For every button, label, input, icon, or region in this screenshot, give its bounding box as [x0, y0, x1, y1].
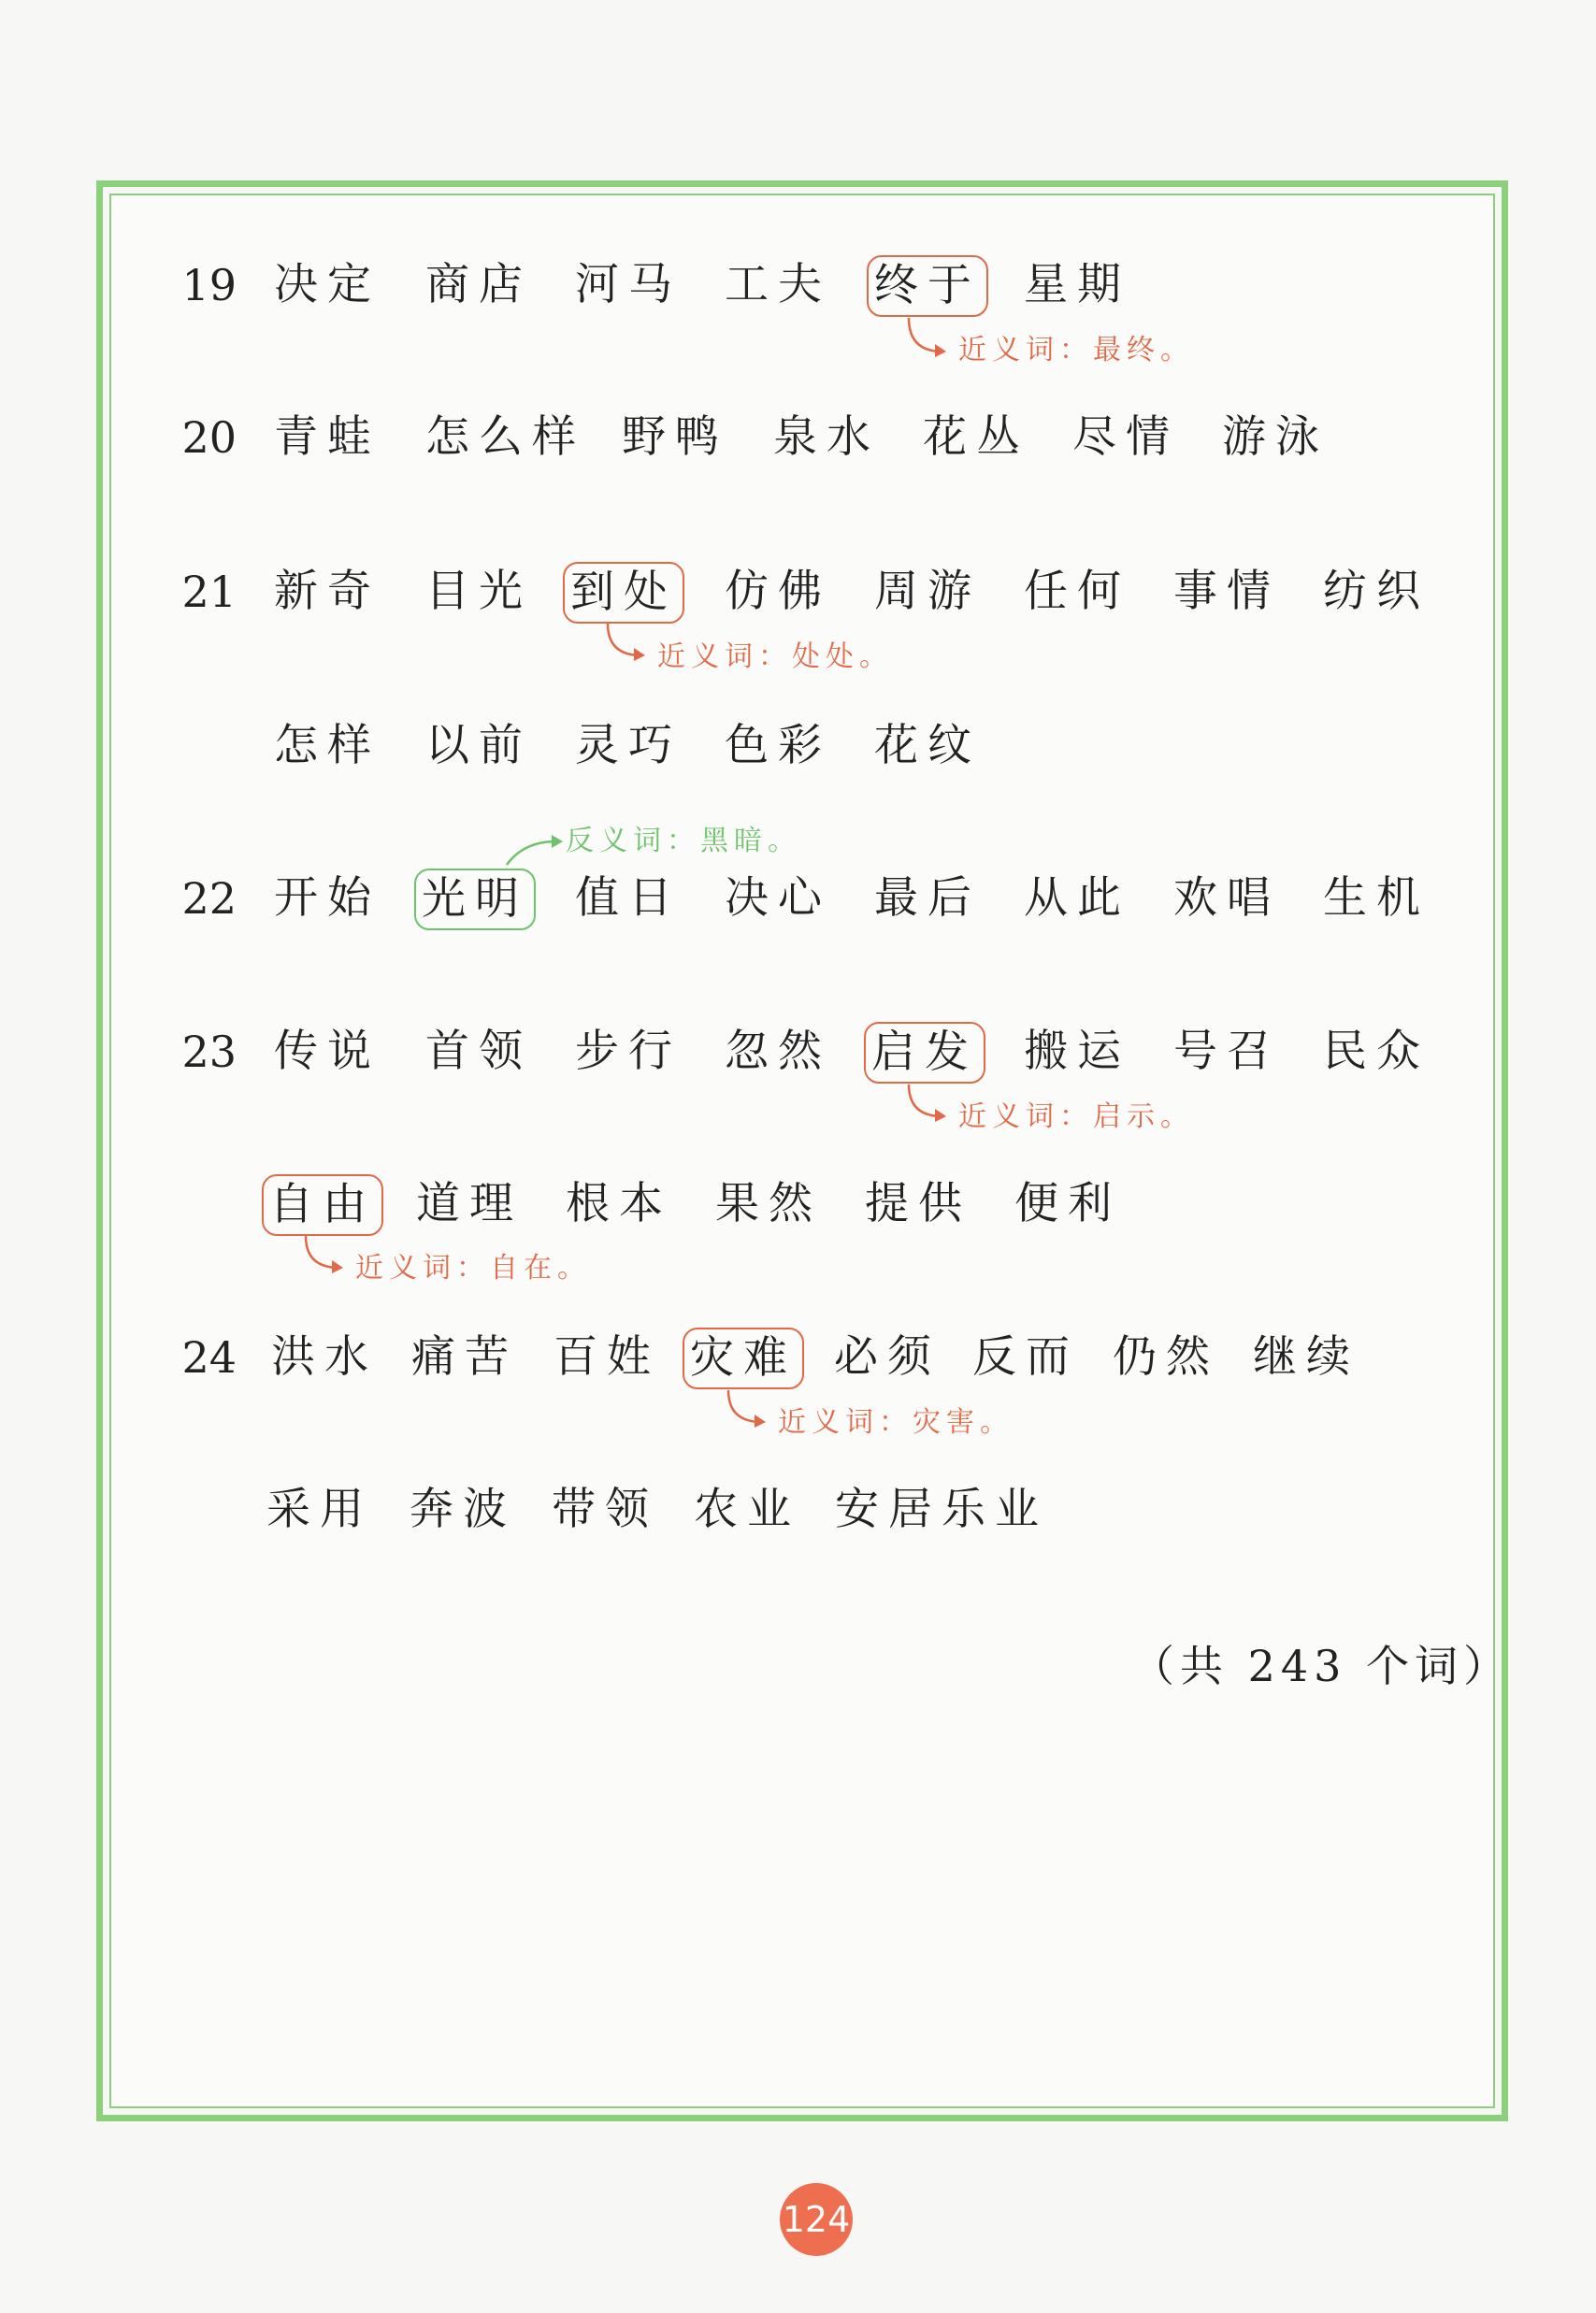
word: 青蛙: [274, 411, 381, 463]
word: 反而: [972, 1331, 1079, 1383]
arrow-icon: [304, 1234, 360, 1281]
word: 工夫: [725, 259, 831, 310]
synonym-note: 近义词：处处。: [657, 640, 893, 673]
word: 号召: [1173, 1026, 1280, 1077]
word-row-21: [0, 559, 1596, 625]
word: 花纹: [874, 720, 981, 771]
word-row-21-cont: [0, 713, 1596, 779]
boxed-word: 启发: [864, 1022, 985, 1084]
word: 任何: [1024, 566, 1130, 617]
word-row-22: [0, 866, 1596, 931]
word: 灵巧: [575, 720, 682, 771]
word: 生机: [1323, 872, 1430, 924]
word: 仿佛: [725, 566, 831, 617]
word-count-total: （共 243 个词）: [1131, 1641, 1513, 1691]
word: 传说: [274, 1026, 381, 1077]
word: 尽情: [1072, 411, 1179, 463]
word: 泉水: [773, 411, 880, 463]
word: 道理: [416, 1178, 523, 1229]
word: 河马: [575, 259, 682, 310]
word: 决心: [725, 872, 831, 924]
lesson-number: 19: [181, 260, 237, 310]
word: 步行: [575, 1026, 682, 1077]
word-row-23: [0, 1019, 1596, 1085]
word: 最后: [874, 872, 981, 924]
word-row-23-cont: [0, 1171, 1596, 1237]
word: 继续: [1253, 1331, 1359, 1383]
word: 根本: [566, 1178, 672, 1229]
word-row-24: [0, 1325, 1596, 1390]
word: 新奇: [274, 566, 381, 617]
lesson-number: 24: [181, 1332, 237, 1383]
synonym-note: 近义词：自在。: [355, 1252, 591, 1285]
word: 农业: [694, 1484, 800, 1535]
word: 痛苦: [411, 1331, 518, 1383]
word: 安居乐业: [835, 1484, 1048, 1535]
word: 怎么样: [425, 411, 585, 463]
word: 欢唱: [1173, 872, 1280, 924]
word: 目光: [425, 566, 532, 617]
word: 仍然: [1113, 1331, 1219, 1383]
word: 洪水: [271, 1331, 378, 1383]
word: 以前: [425, 720, 532, 771]
word: 提供: [865, 1178, 971, 1229]
arrow-icon: [505, 823, 570, 869]
boxed-word: 到处: [563, 562, 684, 624]
word: 果然: [715, 1178, 822, 1229]
word: 野鸭: [622, 411, 728, 463]
word-row-19: [0, 252, 1596, 318]
word: 星期: [1024, 259, 1130, 310]
boxed-word: 灾难: [683, 1328, 804, 1389]
boxed-word: 光明: [414, 869, 536, 930]
arrow-icon: [606, 622, 662, 668]
antonym-note: 反义词：黑暗。: [566, 825, 801, 857]
word: 带领: [552, 1484, 658, 1535]
word: 首领: [425, 1026, 532, 1077]
word: 值日: [575, 872, 682, 924]
synonym-note: 近义词：灾害。: [778, 1406, 1014, 1439]
word: 百姓: [554, 1331, 660, 1383]
word: 游泳: [1222, 411, 1329, 463]
arrow-icon: [907, 316, 963, 363]
word: 搬运: [1024, 1026, 1130, 1077]
word: 忽然: [725, 1026, 831, 1077]
word: 怎样: [274, 720, 381, 771]
arrow-icon: [726, 1388, 783, 1435]
word: 商店: [425, 259, 532, 310]
lesson-number: 23: [181, 1027, 237, 1077]
boxed-word: 终于: [867, 255, 988, 317]
word-row-20: [0, 405, 1596, 470]
word: 色彩: [725, 720, 831, 771]
word: 奔波: [410, 1484, 516, 1535]
boxed-word: 自由: [262, 1174, 383, 1236]
lesson-number: 22: [181, 873, 237, 924]
lesson-number: 20: [181, 412, 237, 463]
word: 花丛: [923, 411, 1029, 463]
word: 从此: [1024, 872, 1130, 924]
word-row-24-cont: [0, 1477, 1596, 1543]
word: 民众: [1323, 1026, 1430, 1077]
lesson-number: 21: [181, 567, 237, 617]
word: 事情: [1173, 566, 1280, 617]
arrow-icon: [907, 1083, 963, 1129]
word: 决定: [274, 259, 381, 310]
page-number: 124: [780, 2183, 853, 2256]
word: 必须: [834, 1331, 941, 1383]
page-border-inner: [109, 194, 1495, 2108]
word: 采用: [266, 1484, 373, 1535]
synonym-note: 近义词：最终。: [958, 334, 1194, 366]
word: 周游: [874, 566, 981, 617]
synonym-note: 近义词：启示。: [958, 1100, 1194, 1133]
word: 开始: [274, 872, 381, 924]
word: 纺织: [1323, 566, 1430, 617]
word: 便利: [1014, 1178, 1121, 1229]
